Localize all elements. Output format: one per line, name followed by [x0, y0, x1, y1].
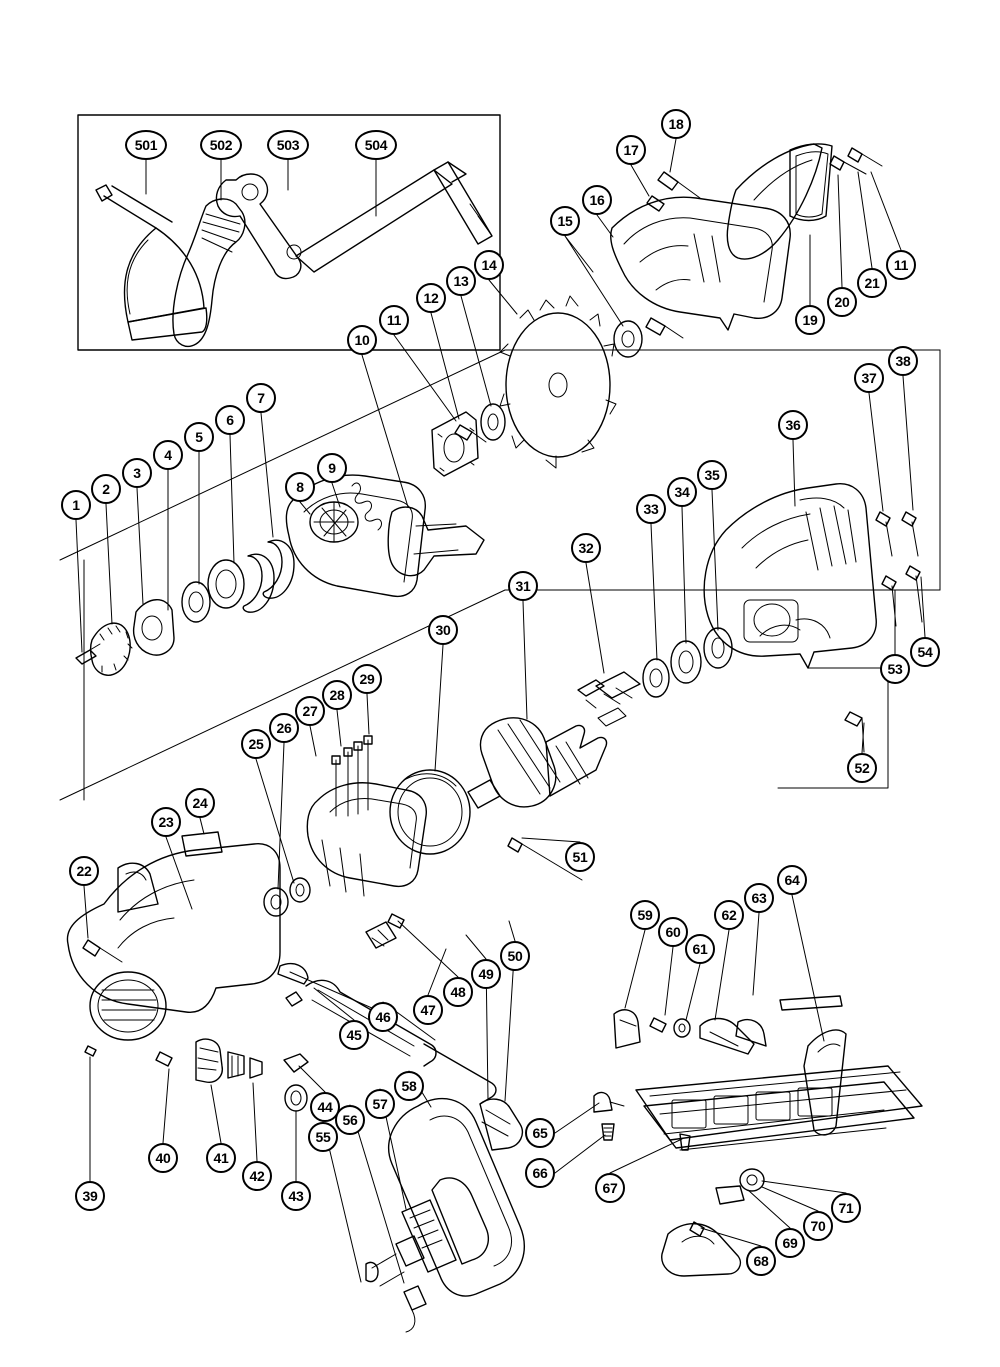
- callout-19[interactable]: [795, 305, 825, 335]
- callout-label: 17: [623, 142, 639, 158]
- callout-64[interactable]: [777, 865, 807, 895]
- callout-label: 58: [401, 1078, 417, 1094]
- callout-label: 49: [478, 966, 494, 982]
- callout-15[interactable]: [550, 206, 580, 236]
- callout-label: 66: [532, 1165, 548, 1181]
- callout-8[interactable]: [285, 472, 315, 502]
- callout-41[interactable]: [206, 1143, 236, 1173]
- callout-label: 55: [315, 1129, 331, 1145]
- callout-label: 41: [213, 1150, 229, 1166]
- callout-32[interactable]: [571, 533, 601, 563]
- callout-53[interactable]: [880, 654, 910, 684]
- callout-label: 21: [864, 275, 880, 291]
- callout-label: 42: [249, 1168, 265, 1184]
- callout-40[interactable]: [148, 1143, 178, 1173]
- callout-label: 65: [532, 1125, 548, 1141]
- callout-28[interactable]: [322, 680, 352, 710]
- callout-label: 40: [155, 1150, 171, 1166]
- callout-label: 48: [450, 984, 466, 1000]
- callout-label: 53: [887, 661, 903, 677]
- callout-20[interactable]: [827, 287, 857, 317]
- callout-label: 63: [751, 890, 767, 906]
- callout-48[interactable]: [443, 977, 473, 1007]
- callout-69[interactable]: [775, 1228, 805, 1258]
- callout-label: 4: [164, 447, 172, 463]
- callout-49[interactable]: [471, 959, 501, 989]
- callout-label: 3: [133, 465, 141, 481]
- callout-label: 50: [507, 948, 523, 964]
- callout-2[interactable]: [91, 474, 121, 504]
- callout-label: 7: [257, 390, 265, 406]
- callout-59[interactable]: [630, 900, 660, 930]
- callout-57[interactable]: [365, 1089, 395, 1119]
- callout-label: 25: [248, 736, 264, 752]
- callout-label: 60: [665, 924, 681, 940]
- callout-5[interactable]: [184, 422, 214, 452]
- callout-39[interactable]: [75, 1181, 105, 1211]
- callout-label: 504: [364, 137, 388, 153]
- callout-label: 33: [643, 501, 659, 517]
- callout-68[interactable]: [746, 1246, 776, 1276]
- callout-501[interactable]: [125, 130, 167, 160]
- callout-label: 12: [423, 290, 439, 306]
- callout-37[interactable]: [854, 363, 884, 393]
- callout-45[interactable]: [339, 1020, 369, 1050]
- callout-31[interactable]: [508, 571, 538, 601]
- callout-63[interactable]: [744, 883, 774, 913]
- callout-label: 69: [782, 1235, 798, 1251]
- callout-9[interactable]: [317, 453, 347, 483]
- callout-58[interactable]: [394, 1071, 424, 1101]
- callout-label: 32: [578, 540, 594, 556]
- callout-label: 62: [721, 907, 737, 923]
- callout-504[interactable]: [355, 130, 397, 160]
- callout-33[interactable]: [636, 494, 666, 524]
- callout-18[interactable]: [661, 109, 691, 139]
- callout-label: 19: [802, 312, 818, 328]
- callout-label: 47: [420, 1002, 436, 1018]
- callout-label: 28: [329, 687, 345, 703]
- callout-label: 11: [386, 312, 402, 328]
- callout-label: 10: [354, 332, 370, 348]
- callout-51[interactable]: [565, 842, 595, 872]
- callout-11-right[interactable]: [886, 250, 916, 280]
- callout-13[interactable]: [446, 266, 476, 296]
- callout-label: 23: [158, 814, 174, 830]
- callout-7[interactable]: [246, 383, 276, 413]
- callout-label: 56: [342, 1112, 358, 1128]
- callout-54[interactable]: [910, 637, 940, 667]
- callout-label: 6: [226, 412, 234, 428]
- callout-38[interactable]: [888, 346, 918, 376]
- callout-4[interactable]: [153, 440, 183, 470]
- callout-46[interactable]: [368, 1002, 398, 1032]
- callout-label: 14: [481, 257, 497, 273]
- callout-label: 22: [76, 863, 92, 879]
- callout-label: 16: [589, 192, 605, 208]
- callout-label: 44: [317, 1099, 333, 1115]
- callout-47[interactable]: [413, 995, 443, 1025]
- callout-67[interactable]: [595, 1173, 625, 1203]
- callout-label: 31: [515, 578, 531, 594]
- callout-52[interactable]: [847, 753, 877, 783]
- callout-23[interactable]: [151, 807, 181, 837]
- callout-label: 1: [72, 497, 80, 513]
- callout-label: 39: [82, 1188, 98, 1204]
- callout-29[interactable]: [352, 664, 382, 694]
- callout-60[interactable]: [658, 917, 688, 947]
- callout-43[interactable]: [281, 1181, 311, 1211]
- callout-502[interactable]: [200, 130, 242, 160]
- callout-27[interactable]: [295, 696, 325, 726]
- callout-503[interactable]: [267, 130, 309, 160]
- callout-24[interactable]: [185, 788, 215, 818]
- callout-61[interactable]: [685, 934, 715, 964]
- callout-1[interactable]: [61, 490, 91, 520]
- callout-16[interactable]: [582, 185, 612, 215]
- callout-label: 2: [102, 481, 110, 497]
- callout-35[interactable]: [697, 460, 727, 490]
- callout-21[interactable]: [857, 268, 887, 298]
- callout-label: 37: [861, 370, 877, 386]
- callout-label: 52: [854, 760, 870, 776]
- callout-42[interactable]: [242, 1161, 272, 1191]
- callout-label: 35: [704, 467, 720, 483]
- callout-label: 15: [557, 213, 573, 229]
- callout-55[interactable]: [308, 1122, 338, 1152]
- callout-22[interactable]: [69, 856, 99, 886]
- callout-label: 13: [453, 273, 469, 289]
- callout-label: 18: [668, 116, 684, 132]
- callout-label: 38: [895, 353, 911, 369]
- callout-label: 27: [302, 703, 318, 719]
- callout-56[interactable]: [335, 1105, 365, 1135]
- callout-65[interactable]: [525, 1118, 555, 1148]
- callout-label: 9: [328, 460, 336, 476]
- callout-10[interactable]: [347, 325, 377, 355]
- callout-label: 502: [209, 137, 233, 153]
- callout-26[interactable]: [269, 713, 299, 743]
- callout-label: 20: [834, 294, 850, 310]
- callout-label: 43: [288, 1188, 304, 1204]
- callout-label: 57: [372, 1096, 388, 1112]
- callout-label: 34: [674, 484, 690, 500]
- callout-50[interactable]: [500, 941, 530, 971]
- callout-17[interactable]: [616, 135, 646, 165]
- callout-label: 67: [602, 1180, 618, 1196]
- callout-label: 51: [572, 849, 588, 865]
- callout-12[interactable]: [416, 283, 446, 313]
- callout-label: 54: [917, 644, 933, 660]
- callout-70[interactable]: [803, 1211, 833, 1241]
- callout-label: 30: [435, 622, 451, 638]
- callout-label: 45: [346, 1027, 362, 1043]
- callout-66[interactable]: [525, 1158, 555, 1188]
- callout-3[interactable]: [122, 458, 152, 488]
- callout-label: 501: [134, 137, 158, 153]
- callout-label: 36: [785, 417, 801, 433]
- callout-label: 68: [753, 1253, 769, 1269]
- callout-label: 29: [359, 671, 375, 687]
- callout-30[interactable]: [428, 615, 458, 645]
- callout-34[interactable]: [667, 477, 697, 507]
- callout-label: 59: [637, 907, 653, 923]
- callout-14[interactable]: [474, 250, 504, 280]
- callout-11[interactable]: [379, 305, 409, 335]
- callout-label: 64: [784, 872, 800, 888]
- callout-label: 11: [893, 257, 909, 273]
- callout-label: 26: [276, 720, 292, 736]
- callout-label: 8: [296, 479, 304, 495]
- callout-label: 46: [375, 1009, 391, 1025]
- callout-62[interactable]: [714, 900, 744, 930]
- callout-label: 71: [838, 1200, 854, 1216]
- callout-71[interactable]: [831, 1193, 861, 1223]
- callout-6[interactable]: [215, 405, 245, 435]
- callout-label: 24: [192, 795, 208, 811]
- callout-label: 503: [276, 137, 300, 153]
- callout-label: 70: [810, 1218, 826, 1234]
- callout-label: 5: [195, 429, 203, 445]
- callout-36[interactable]: [778, 410, 808, 440]
- callout-25[interactable]: [241, 729, 271, 759]
- callout-label: 61: [692, 941, 708, 957]
